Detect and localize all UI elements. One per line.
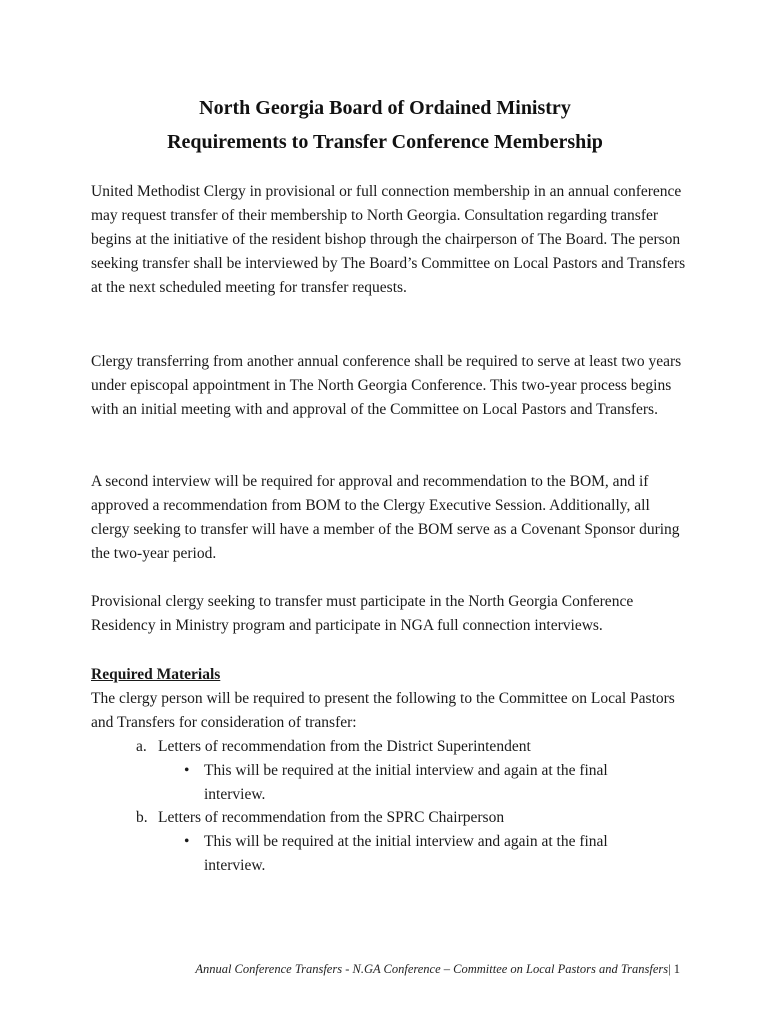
list-item-text: Letters of recommendation from the District Superintendent <box>158 738 531 755</box>
document-title: North Georgia Board of Ordained Ministry <box>199 97 571 119</box>
paragraph-second-interview: A second interview will be required for approval and recommendation to the BOM, and if approved a recommendation from BOM to the Clergy Executive Session. Additionally, all clergy seeking to transfer will have a member of the BOM serve as a Covenant Sponsor during the two-year period. <box>91 473 680 562</box>
bullet-icon: • <box>184 762 190 779</box>
paragraph-membership-transfer: United Methodist Clergy in provisional or full connection membership in an annual conference may request transfer of their membership to North Georgia. Consultation regarding transfer begins at the initiative of the resident bishop through the chairperson of The Board. The person seeking transfer shall be interviewed by The Board’s Committee on Local Pastors and Transfers at the next scheduled meeting for transfer requests. <box>91 183 686 296</box>
page-footer <box>195 960 680 978</box>
footer-text: Annual Conference Transfers - N.GA Conference – Committee on Local Pastors and Transfers <box>195 962 669 976</box>
list-item-district-superintendent <box>136 735 531 759</box>
required-materials-heading: Required Materials <box>91 666 221 683</box>
list-marker: b. <box>136 809 148 826</box>
page-number: | 1 <box>668 962 680 976</box>
required-materials-intro: The clergy person will be required to present the following to the Committee on Local Pastors and Transfers for consideration of transfer: <box>91 690 675 731</box>
sub-bullet-item <box>184 759 654 807</box>
paragraph-appointment-period: Clergy transferring from another annual conference shall be required to serve at least two years under episcopal appointment in The North Georgia Conference. This two-year process begins with an initial meeting with and approval of the Committee on Local Pastors and Transfers. <box>91 353 682 418</box>
sub-bullet-text: This will be required at the initial interview and again at the final interview. <box>204 762 608 803</box>
sub-bullet-text: This will be required at the initial interview and again at the final interview. <box>204 833 608 874</box>
sub-bullet-item <box>184 830 654 878</box>
bullet-icon: • <box>184 833 190 850</box>
paragraph-provisional-clergy: Provisional clergy seeking to transfer must participate in the North Georgia Conference Residency in Ministry program and participate in NGA full connection interviews. <box>91 593 634 634</box>
list-item-text: Letters of recommendation from the SPRC Chairperson <box>158 809 505 826</box>
list-item-sprc-chairperson <box>136 806 504 830</box>
document-subtitle: Requirements to Transfer Conference Membership <box>167 131 603 153</box>
list-marker: a. <box>136 738 147 755</box>
